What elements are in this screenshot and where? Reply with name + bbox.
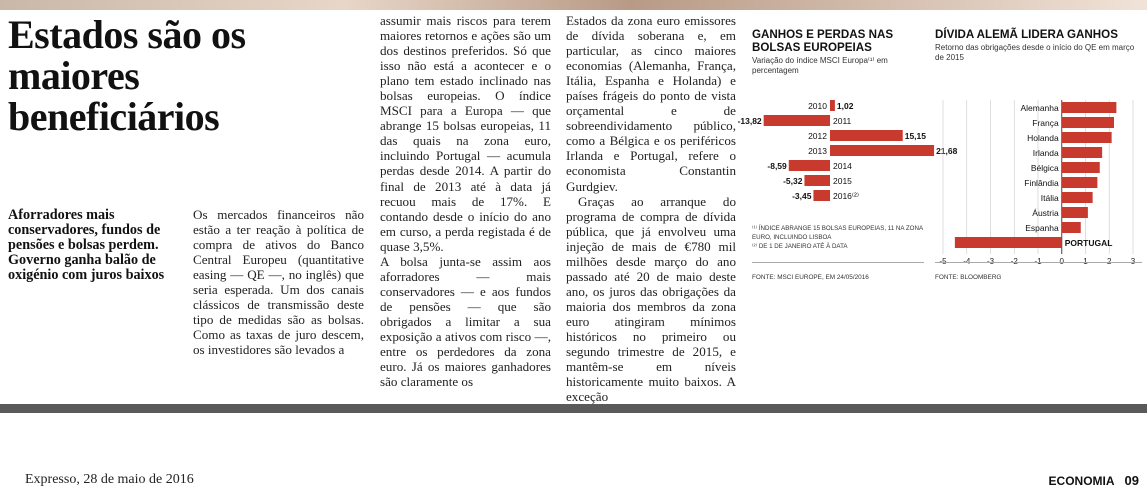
- chart-note: ⁽¹⁾ ÍNDICE ABRANGE 15 BOLSAS EUROPEIAS, 11 NA ZONA EURO, INCLUINDO LISBOA: [752, 225, 923, 241]
- category-label: 2011: [833, 116, 852, 126]
- tick-label: 2: [1107, 257, 1112, 266]
- section-name: ECONOMIA: [1048, 474, 1115, 488]
- chart-source: FONTE: BLOOMBERG: [935, 274, 1002, 281]
- category-label: Bélgica: [1030, 163, 1059, 173]
- chart-subtitle: Variação do índice MSCI Europa⁽¹⁾ em percentagem: [752, 56, 888, 75]
- category-label: Espanha: [1025, 223, 1059, 233]
- tick-label: -5: [939, 257, 947, 266]
- chart-european-stocks-svg: [737, 98, 958, 218]
- chart-bar: [804, 175, 830, 186]
- category-label: 2012: [808, 131, 827, 141]
- chart-bar: [955, 237, 1062, 248]
- tick-label: -3: [986, 257, 995, 266]
- chart-bond-returns: [935, 28, 1142, 284]
- tick-label: 3: [1130, 257, 1136, 266]
- category-label: Itália: [1040, 193, 1059, 203]
- category-label: 2010: [808, 101, 827, 111]
- chart-title: GANHOS E PERDAS NAS BOLSAS EUROPEIAS: [752, 28, 894, 54]
- article-column-3: [566, 13, 736, 404]
- chart-bar: [1062, 147, 1102, 158]
- chart-bar: [1062, 207, 1088, 218]
- value-label: 15,15: [904, 131, 927, 141]
- tick-label: -1: [1034, 257, 1042, 266]
- chart-note: ⁽²⁾ DE 1 DE JANEIRO ATÉ À DATA: [752, 243, 848, 250]
- category-label: Áustria: [1032, 208, 1059, 218]
- chart-source: FONTE: MSCI EUROPE, EM 24/05/2016: [752, 274, 869, 281]
- chart-title: DÍVIDA ALEMÃ LIDERA GANHOS: [935, 28, 1118, 41]
- chart-bar: [1062, 192, 1093, 203]
- category-label: Finlândia: [1024, 178, 1059, 188]
- category-label: 2014: [833, 161, 852, 171]
- paragraph: Estados da zona euro emissores de dívida soberana e, em particular, as cinco maiores economias (Alemanha, França, Itália, Espanha e Holanda) e países frágeis do ponto de vista orçamental e de sobreendividamento público, como a Bélgica e os periféricos Irlanda e Portugal, refere o economista Constantin Gurdgiev.: [566, 13, 736, 194]
- value-label: -5,32: [783, 176, 803, 186]
- top-photo-strip: [0, 0, 1147, 10]
- chart-bar: [830, 130, 903, 141]
- paragraph: Graças ao arranque do programa de compra de dívida pública, que já envolveu uma injeção de mais de €780 mil milhões desde março do ano passado até 20 de maio deste ano, os juros das obrigações da maioria dos membros da zona euro atingiram mínimos históricos no primeiro ou segundo trimestre de 2015, e mantêm-se em níveis historicamente muito baixos. A exceção: [566, 193, 736, 405]
- tick-label: -4: [963, 257, 971, 266]
- footer-section: [1049, 473, 1139, 488]
- tick-label: -2: [1010, 257, 1018, 266]
- article-column-1: [193, 207, 364, 357]
- chart-bar: [789, 160, 830, 171]
- chart-bar: [830, 100, 835, 111]
- category-label: PORTUGAL: [1064, 238, 1113, 248]
- value-label: 1,02: [836, 101, 854, 111]
- tick-label: 1: [1083, 257, 1088, 266]
- value-label: -3,45: [792, 191, 812, 201]
- value-label: -13,82: [737, 116, 762, 126]
- value-label: 21,68: [936, 146, 958, 156]
- category-label: 2016⁽²⁾: [833, 191, 859, 201]
- category-label: Holanda: [1027, 133, 1059, 143]
- chart-bar: [1062, 162, 1100, 173]
- chart-bar: [1062, 222, 1081, 233]
- category-label: Irlanda: [1032, 148, 1059, 158]
- footer-divider: [0, 404, 1147, 413]
- chart-bar: [1062, 132, 1112, 143]
- article-column-2: [380, 13, 551, 389]
- standfirst: Aforradores mais conservadores, fundos de pensões e bolsas perdem. Governo ganha balão de oxigénio com juros baixos: [8, 207, 165, 283]
- headline: Estados são os maiores beneficiários: [8, 12, 246, 139]
- category-label: 2015: [833, 176, 852, 186]
- paragraph: A bolsa junta-se assim aos aforradores — mais conservadores — e aos fundos de pensões — que são obrigados a limitar a sua exposição a ativos com risco —, entre os perdedores da zona euro. Já os maiores ganhadores são claramente os: [380, 253, 551, 390]
- chart-bond-returns-svg: [935, 98, 1142, 278]
- chart-bar: [1062, 117, 1114, 128]
- paragraph: assumir mais riscos para terem maiores retornos e ações são um dos destinos preferidos. Só que isso não está a acontecer e o plano tem estado inclinado nas bolsas europeias. O índice MSCI para a Europa — que abrange 15 bolsas europeias, 11 das quais na zona euro, incluindo Portugal — acumula perdas desde 2014. A partir do final de 2013 até à data já recuou mais de 17%. E contando desde o início do ano em curso, a perda registada é de quase 3,5%.: [380, 13, 551, 254]
- value-label: -8,59: [767, 161, 787, 171]
- chart-bar: [813, 190, 830, 201]
- chart-bar: [764, 115, 830, 126]
- chart-bar: [1062, 177, 1098, 188]
- category-label: Alemanha: [1020, 103, 1059, 113]
- page-number: 09: [1124, 473, 1139, 488]
- chart-bar: [1062, 102, 1117, 113]
- category-label: 2013: [808, 146, 827, 156]
- category-label: França: [1032, 118, 1059, 128]
- chart-bar: [830, 145, 934, 156]
- chart-subtitle: Retorno das obrigações desde o início do QE em março de 2015: [935, 43, 1135, 62]
- footer-date: Expresso, 28 de maio de 2016: [25, 472, 194, 487]
- tick-label: 0: [1059, 257, 1064, 266]
- paragraph: Os mercados financeiros não estão a ter reação à política de compra de ativos do Banco Central Europeu (quantitative easing — QE —, no inglês) que seria esperada. Um dos canais clássicos de transmissão deste tipo de medidas são as bolsas. Como as taxas de juro descem, os investidores são levados a: [193, 207, 364, 358]
- chart-european-stocks: [737, 28, 958, 284]
